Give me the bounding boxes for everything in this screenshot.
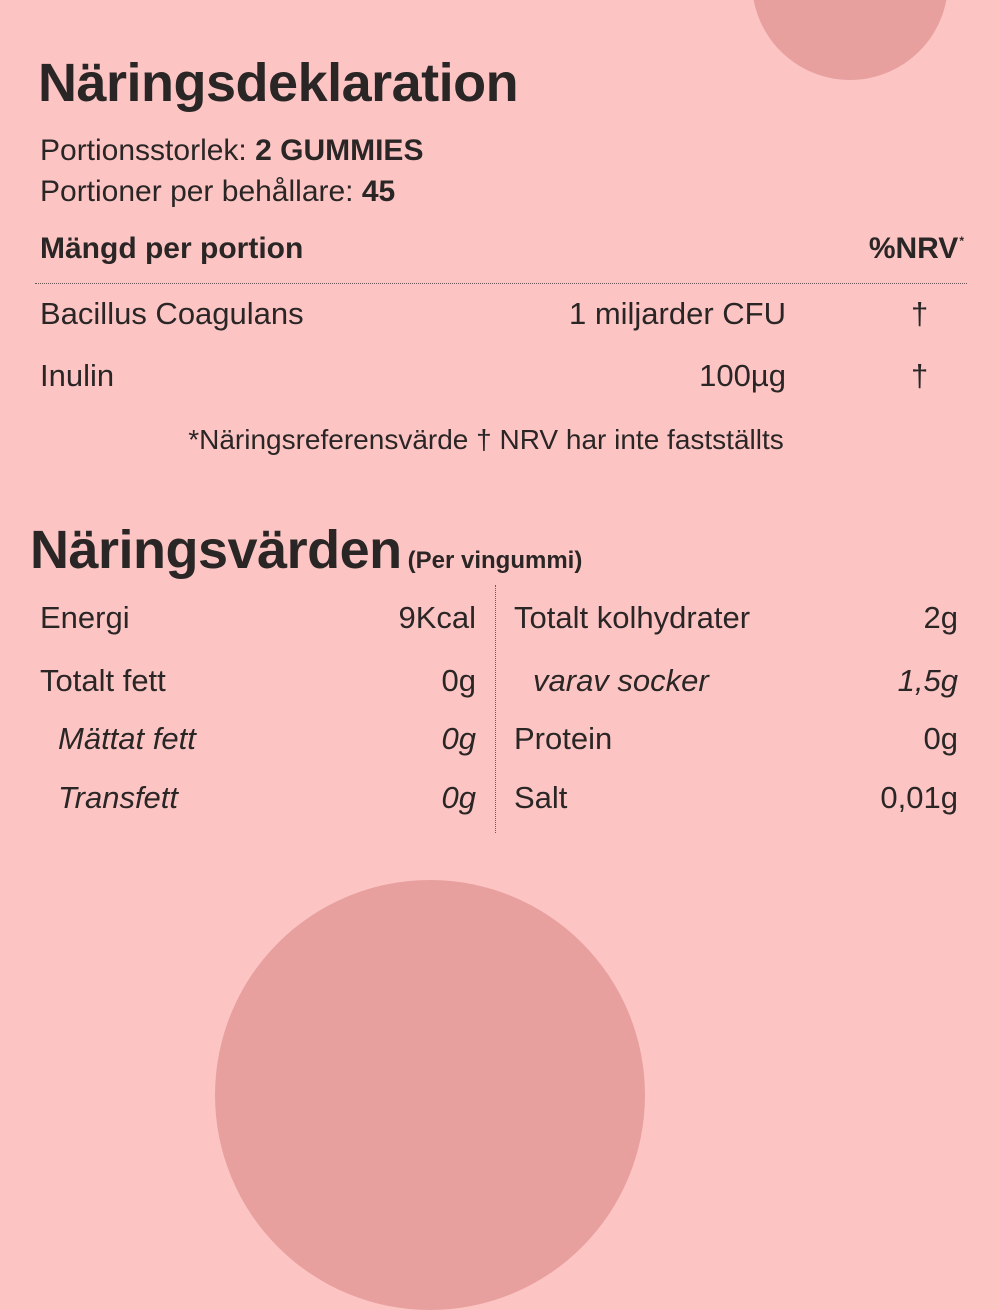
amount-per-serving-header: Mängd per portion	[40, 232, 304, 265]
declaration-title: Näringsdeklaration	[38, 53, 519, 113]
nutrient-name: Mättat fett	[58, 721, 196, 756]
nutrient-value: 0g	[441, 663, 476, 698]
nutrient-name: Salt	[514, 780, 568, 815]
nutrient-name: Transfett	[58, 780, 179, 815]
nutrition-heading	[30, 519, 582, 581]
servings-per-container	[40, 175, 395, 209]
nutrient-name: Energi	[40, 600, 130, 635]
nutrient-value: 9Kcal	[398, 600, 476, 635]
nutrient-name: Totalt kolhydrater	[514, 600, 751, 635]
nutrition-title: Näringsvärden	[30, 520, 402, 580]
header-divider	[35, 283, 967, 284]
nutrient-value: 0,01g	[880, 780, 958, 815]
nutrient-value: 0g	[441, 780, 476, 815]
nutrient-value: 0g	[441, 721, 476, 756]
ingredient-amount: 1 miljarder CFU	[568, 296, 786, 331]
decorative-circle-bottom	[215, 880, 645, 1310]
serving-size-label: Portionsstorlek:	[40, 134, 256, 167]
ingredient-name: Bacillus Coagulans	[40, 296, 304, 331]
decorative-circle-top	[752, 0, 948, 80]
nrv-header-label: %NRV	[868, 232, 959, 265]
nutrient-name: varav socker	[533, 663, 709, 698]
ingredient-amount: 100µg	[699, 358, 786, 393]
serving-size	[40, 134, 423, 168]
column-divider	[495, 585, 496, 833]
nrv-footnote: *Näringsreferensvärde † NRV har inte fastställts	[188, 424, 784, 455]
servings-label: Portioner per behållare:	[40, 175, 362, 208]
servings-value: 45	[361, 175, 396, 208]
nutrition-subtitle: (Per vingummi)	[407, 547, 583, 574]
nutrient-value: 2g	[923, 600, 958, 635]
nutrient-value: 1,5g	[897, 663, 958, 698]
ingredient-nrv: †	[911, 358, 929, 393]
nutrient-name: Totalt fett	[40, 663, 166, 698]
nrv-header-mark: *	[959, 234, 964, 248]
nutrient-name: Protein	[514, 721, 613, 756]
nutrient-value: 0g	[923, 721, 958, 756]
serving-size-value: 2 GUMMIES	[255, 134, 424, 167]
ingredient-nrv: †	[911, 296, 929, 331]
nrv-header	[869, 232, 964, 266]
ingredient-name: Inulin	[40, 358, 115, 393]
